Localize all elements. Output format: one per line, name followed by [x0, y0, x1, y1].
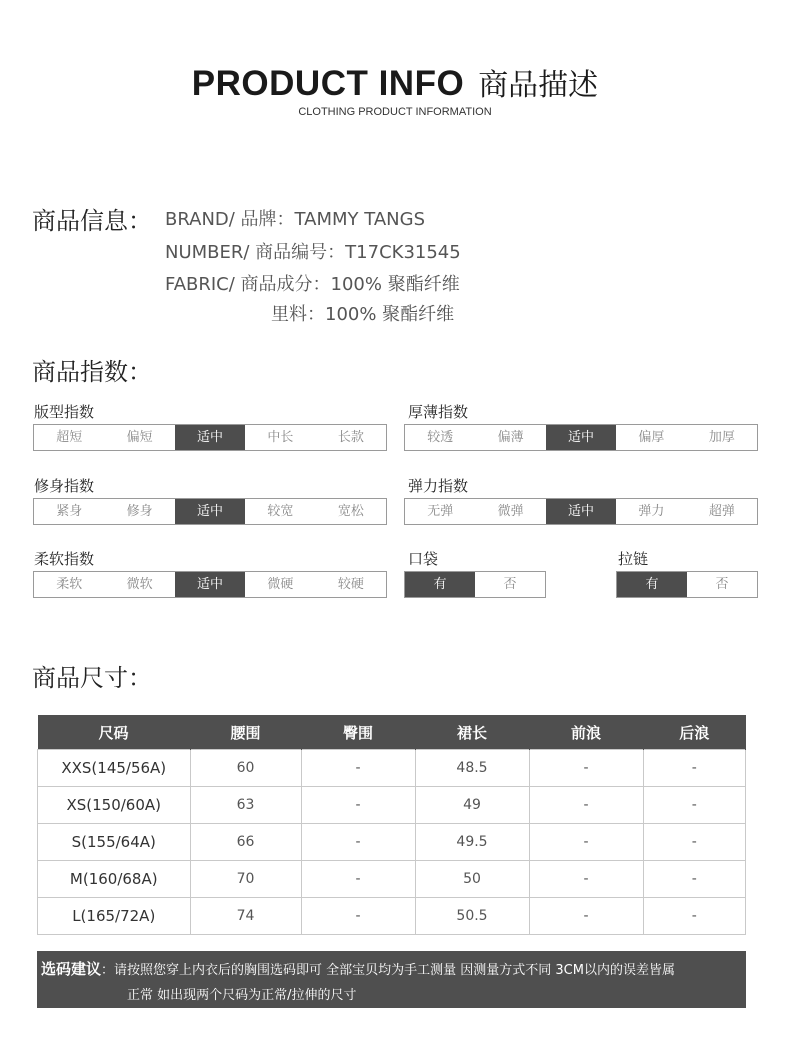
table-cell: - [301, 824, 415, 861]
col-front-rise: 前浪 [529, 715, 643, 750]
slim-index-label: 修身指数 [34, 477, 95, 495]
table-row [38, 787, 746, 824]
col-hip: 臀围 [301, 715, 415, 750]
advice-line1: ：请按照您穿上内衣后的胸围选码即可 全部宝贝均为手工测量 因测量方式不同 3CM以内的误差皆属 [101, 963, 675, 978]
table-cell: 48.5 [415, 750, 529, 787]
table-cell: 74 [190, 898, 301, 935]
info-fabric: FABRIC/ 商品成分：100% 聚酯纤维 [165, 274, 460, 295]
slim-option-1: 修身 [126, 504, 153, 519]
thickness-option-2: 适中 [546, 425, 616, 450]
size-table [37, 715, 746, 935]
table-cell: 60 [190, 750, 301, 787]
table-cell: - [529, 898, 643, 935]
elastic-option-3: 弹力 [638, 504, 665, 519]
table-cell: - [529, 861, 643, 898]
info-lining: 里料：100% 聚酯纤维 [271, 304, 455, 325]
table-cell: L(165/72A) [38, 898, 191, 935]
col-size: 尺码 [38, 715, 191, 750]
size-table-header [38, 715, 746, 750]
elastic-option-2: 适中 [546, 499, 616, 524]
col-length: 裙长 [415, 715, 529, 750]
thickness-index-scale [404, 424, 758, 451]
elastic-option-0: 无弹 [427, 504, 454, 519]
soft-index-label: 柔软指数 [34, 550, 95, 568]
table-cell: XS(150/60A) [38, 787, 191, 824]
soft-option-1: 微软 [126, 577, 153, 592]
slim-option-3: 较宽 [267, 504, 294, 519]
table-cell: - [301, 787, 415, 824]
fit-option-4: 长款 [337, 430, 364, 445]
advice-line2: 正常 如出现两个尺码为正常/拉伸的尺寸 [127, 988, 357, 1003]
table-row [38, 861, 746, 898]
page-title [0, 60, 790, 104]
table-cell: M(160/68A) [38, 861, 191, 898]
soft-option-0: 柔软 [56, 577, 83, 592]
zipper-label: 拉链 [618, 550, 649, 568]
fit-option-3: 中长 [267, 430, 294, 445]
table-row [38, 824, 746, 861]
table-cell: 50 [415, 861, 529, 898]
advice-label: 选码建议 [41, 960, 102, 978]
col-back-rise: 后浪 [643, 715, 746, 750]
product-info-heading: 商品信息： [32, 207, 152, 235]
info-number: NUMBER/ 商品编号：T17CK31545 [165, 242, 461, 263]
page-subtitle: CLOTHING PRODUCT INFORMATION [298, 106, 492, 118]
table-row [38, 898, 746, 935]
slim-option-2: 适中 [175, 499, 245, 524]
fit-option-1: 偏短 [126, 430, 153, 445]
fit-option-0: 超短 [56, 430, 83, 445]
table-cell: - [301, 898, 415, 935]
table-cell: 66 [190, 824, 301, 861]
table-cell: - [529, 824, 643, 861]
pocket-option-0: 有 [405, 572, 475, 597]
thickness-option-3: 偏厚 [638, 430, 665, 445]
table-cell: - [643, 861, 746, 898]
size-heading: 商品尺寸： [32, 664, 152, 692]
table-cell: 49.5 [415, 824, 529, 861]
pocket-scale [404, 571, 546, 598]
zipper-option-0: 有 [617, 572, 687, 597]
pocket-label: 口袋 [408, 550, 439, 568]
table-cell: - [529, 750, 643, 787]
table-cell: XXS(145/56A) [38, 750, 191, 787]
elastic-option-4: 超弹 [708, 504, 735, 519]
table-cell: S(155/64A) [38, 824, 191, 861]
table-cell: 49 [415, 787, 529, 824]
fit-index-scale [33, 424, 387, 451]
thickness-option-0: 较透 [427, 430, 454, 445]
slim-index-scale [33, 498, 387, 525]
table-cell: - [301, 750, 415, 787]
pocket-option-1: 否 [503, 577, 517, 592]
table-cell: 63 [190, 787, 301, 824]
soft-option-4: 较硬 [337, 577, 364, 592]
table-cell: - [643, 750, 746, 787]
indices-heading: 商品指数： [32, 358, 152, 386]
table-cell: - [643, 787, 746, 824]
soft-option-2: 适中 [175, 572, 245, 597]
size-advice [37, 951, 746, 1008]
table-cell: 50.5 [415, 898, 529, 935]
table-cell: - [301, 861, 415, 898]
table-cell: - [643, 898, 746, 935]
soft-option-3: 微硬 [267, 577, 294, 592]
elastic-index-scale [404, 498, 758, 525]
table-cell: 70 [190, 861, 301, 898]
fit-index-label: 版型指数 [34, 403, 95, 421]
thickness-index-label: 厚薄指数 [408, 403, 469, 421]
soft-index-scale [33, 571, 387, 598]
info-brand: BRAND/ 品牌：TAMMY TANGS [165, 209, 425, 230]
fit-option-2: 适中 [175, 425, 245, 450]
col-waist: 腰围 [190, 715, 301, 750]
elastic-option-1: 微弹 [497, 504, 524, 519]
thickness-option-1: 偏薄 [497, 430, 524, 445]
slim-option-0: 紧身 [56, 504, 83, 519]
zipper-scale [616, 571, 758, 598]
table-row [38, 750, 746, 787]
thickness-option-4: 加厚 [708, 430, 735, 445]
table-cell: - [529, 787, 643, 824]
title-chinese: 商品描述 [478, 68, 599, 103]
zipper-option-1: 否 [715, 577, 729, 592]
elastic-index-label: 弹力指数 [408, 477, 469, 495]
table-cell: - [643, 824, 746, 861]
slim-option-4: 宽松 [337, 504, 364, 519]
title-english: PRODUCT INFO [191, 64, 465, 103]
